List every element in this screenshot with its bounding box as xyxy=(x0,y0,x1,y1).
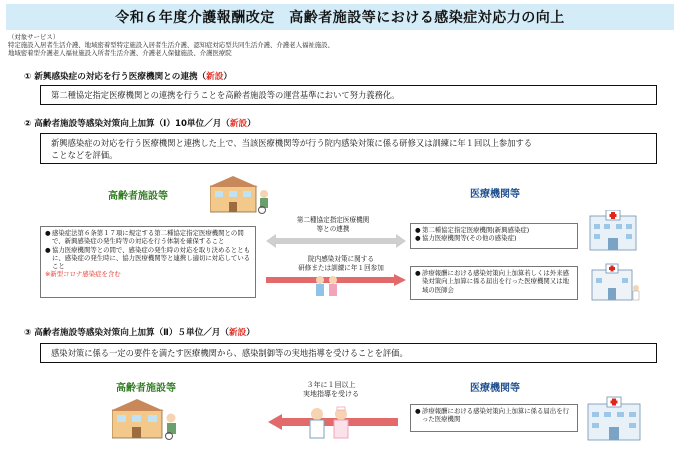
facility-title: 高齢者施設等 xyxy=(116,383,176,394)
arrow-label-inspection: ３年に１回以上 実地指導を受ける xyxy=(303,381,359,398)
medical-reporting-box xyxy=(410,266,578,300)
list-item: ● 協力医療機関等との間で、感染症の発生時の対応を取り決めるとともに、感染症の発生時に、協力医療機関等と連携し適切に対応していること xyxy=(45,245,251,271)
nursing-home-illustration xyxy=(210,174,272,214)
clinic-illustration xyxy=(590,262,640,302)
new-badge: 新設 xyxy=(229,119,248,129)
facility-requirements-box xyxy=(40,226,256,298)
section3-heading: ③ 高齢者施設等感染対策向上加算（Ⅱ）５単位／月（新設） xyxy=(24,328,255,338)
arrow-label-training: 院内感染対策に関する 研修または訓練に年１回参加 xyxy=(298,255,384,272)
medical-title: 医療機関等 xyxy=(470,189,520,200)
section1-summary-box: 第二種協定指定医療機関との連携を行うことを高齢者施設等の運営基準において努力義務化。 xyxy=(40,85,657,105)
medical-title: 医療機関等 xyxy=(470,383,520,394)
section3-summary-box: 感染対策に係る一定の要件を満たす医療機関から、感染制御等の実地指導を受けることを評価。 xyxy=(40,343,657,363)
nursing-home-illustration xyxy=(112,396,182,440)
services-line: 地域密着型介護老人福祉施設入所者生活介護、介護老人保健施設、介護医療院 xyxy=(8,49,232,58)
two-way-arrow xyxy=(266,234,406,248)
medical-institutions-box xyxy=(410,223,578,249)
section2-heading: ② 高齢者施設等感染対策向上加算（Ⅰ）10単位／月（新設） xyxy=(24,119,256,129)
list-item: ● 協力医療機関等(その他の感染症) xyxy=(415,234,517,243)
target-services xyxy=(8,33,672,58)
page-title xyxy=(6,4,674,30)
list-item: ● 診療報酬における感染対策向上加算若しくは外来感染対策向上加算に係る届出を行った医療機関又は地域の医師会 xyxy=(415,269,569,294)
hospital-illustration xyxy=(586,396,644,442)
list-item: ● 第二種協定指定医療機関(新興感染症) xyxy=(415,226,530,234)
list-item: ● 感染症法第６条第１７項に規定する第二種協定指定医療機関との間で、新興感染症の発生時等の対応を行う体制を確保すること xyxy=(45,229,244,246)
section1-heading: ① 新興感染症の対応を行う医療機関との連携（新設） xyxy=(24,72,232,82)
services-line: 特定施設入居者生活介護、地域密着型特定施設入居者生活介護、認知症対応型共同生活介護、介護老人福祉施設、 xyxy=(8,41,334,50)
facility-title: 高齢者施設等 xyxy=(108,191,168,202)
page-title-text: 令和６年度介護報酬改定 高齢者施設等における感染症対応力の向上 xyxy=(115,10,565,26)
doctor-nurse-illustration xyxy=(304,406,356,442)
trainees-illustration xyxy=(312,273,342,303)
arrow-label-coordination: 第二種協定指定医療機関 等との連携 xyxy=(296,216,370,233)
hospital-illustration xyxy=(588,210,638,252)
new-badge: 新設 xyxy=(206,72,224,82)
section2-summary-box: 新興感染症の対応を行う医療機関と連携した上で、当該医療機関等が行う院内感染対策に係る研修又は訓練に年１回以上参加する ことなどを評価。 xyxy=(40,133,657,164)
covid-note: ※新型コロナ感染症を含む xyxy=(45,270,121,279)
medical-reporting-box xyxy=(410,404,578,432)
list-item: ● 診療報酬における感染対策向上加算に係る届出を行った医療機関 xyxy=(415,407,569,424)
new-badge: 新設 xyxy=(229,328,247,338)
services-heading: （対象サービス） xyxy=(8,33,60,41)
